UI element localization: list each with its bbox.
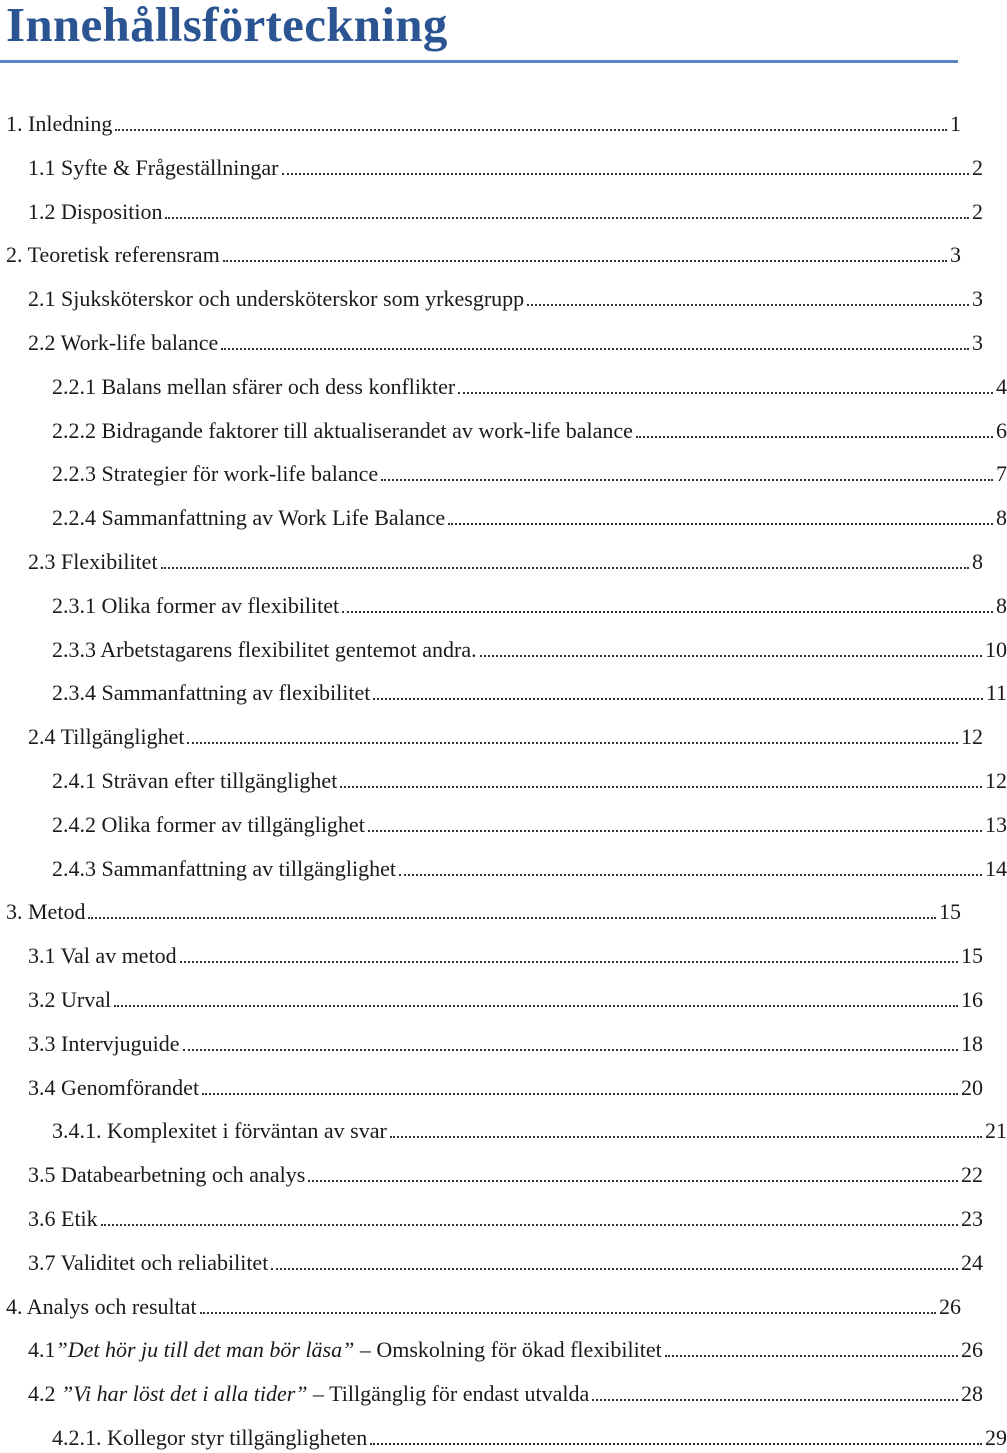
toc-entry-page-number: 28: [961, 1381, 983, 1407]
toc-entry-label-quote: ”Det hör ju till det man bör läsa”: [55, 1337, 355, 1363]
toc-entry-label: 2.2.4 Sammanfattning av Work Life Balance: [52, 505, 446, 531]
toc-entry-label: 2.2.3 Strategier för work-life balance: [52, 461, 379, 487]
toc-entry[interactable]: [0, 314, 983, 358]
toc-entry[interactable]: [0, 1146, 983, 1190]
toc-entry-label-prefix: 4.1: [28, 1337, 56, 1363]
dot-leader: [165, 217, 969, 219]
dot-leader: [665, 1355, 958, 1357]
toc-entry[interactable]: [0, 1059, 983, 1103]
toc-entry-page-number: 6: [996, 417, 1007, 443]
toc-entry-label-suffix: – Omskolning för ökad flexibilitet: [354, 1337, 662, 1363]
toc-entry-label: 2.1 Sjuksköterskor och undersköterskor som yrkesgrupp: [28, 286, 525, 312]
dot-leader: [200, 1312, 936, 1314]
toc-entry-label-suffix: – Tillgänglig för endast utvalda: [307, 1381, 590, 1407]
dot-leader: [115, 129, 947, 131]
toc-entry-page-number: 26: [961, 1337, 983, 1363]
toc-entry-page-number: 7: [996, 461, 1007, 487]
toc-entry[interactable]: [0, 445, 1007, 489]
toc-entry[interactable]: [0, 927, 983, 971]
dot-leader: [390, 1136, 982, 1138]
toc-entry[interactable]: [0, 533, 983, 577]
toc-entry-label: 3.2 Urval: [28, 987, 112, 1012]
toc-entry-label: 3.4.1. Komplexitet i förväntan av svar: [52, 1118, 387, 1144]
toc-entry[interactable]: [0, 796, 1007, 840]
toc-entry-page-number: 2: [972, 154, 983, 180]
toc-entry-label: 2.3.3 Arbetstagarens flexibilitet gentemot andra.: [52, 636, 477, 662]
toc-entry[interactable]: [0, 226, 961, 270]
toc-entry[interactable]: [0, 1409, 1007, 1453]
toc-heading: Innehållsförteckning: [6, 0, 448, 52]
toc-entry[interactable]: [0, 358, 1007, 402]
toc-entry-label: 3.1 Val av metod: [28, 943, 177, 969]
toc-entry-page-number: 21: [985, 1118, 1007, 1144]
dot-leader: [187, 742, 958, 744]
dot-leader: [373, 698, 982, 700]
dot-leader: [370, 1443, 982, 1445]
toc-entry-page-number: 26: [939, 1293, 961, 1319]
toc-entry-page-number: 15: [939, 899, 961, 925]
toc-entry-label: 3. Metod: [6, 899, 86, 925]
dot-leader: [448, 523, 993, 525]
dot-leader: [368, 830, 982, 832]
toc-entry-page-number: 23: [961, 1206, 983, 1231]
dot-leader: [101, 1224, 958, 1226]
toc-entry-label: 2.4 Tillgänglighet: [28, 724, 185, 750]
toc-entry-page-number: 22: [961, 1162, 983, 1188]
toc-entry-page-number: 8: [996, 592, 1007, 618]
toc-entry-label: 3.7 Validitet och reliabilitet: [28, 1249, 269, 1275]
toc-entry-page-number: 1: [950, 111, 961, 136]
toc-entry-page-number: 12: [985, 768, 1007, 793]
toc-entry-page-number: 2: [972, 198, 983, 224]
toc-entry[interactable]: [0, 270, 983, 314]
toc-entry-page-number: 8: [996, 505, 1007, 531]
toc-entry[interactable]: [0, 1015, 983, 1059]
dot-leader: [183, 1049, 958, 1051]
toc-entry-label: 2.2.1 Balans mellan sfärer och dess konflikter: [52, 373, 456, 399]
toc-entry-page-number: 16: [961, 987, 983, 1012]
toc-entry-label: 1.1 Syfte & Frågeställningar: [28, 154, 279, 180]
dot-leader: [88, 917, 936, 919]
toc-entry[interactable]: [0, 708, 983, 752]
toc-entry-label: 2.4.3 Sammanfattning av tillgänglighet: [52, 855, 396, 881]
toc-entry-page-number: 10: [985, 636, 1007, 662]
toc-entry[interactable]: [0, 1365, 983, 1409]
toc-entry-label: 1.2 Disposition: [28, 198, 163, 224]
toc-entry-page-number: 18: [961, 1030, 983, 1056]
toc-entry-page-number: 11: [985, 680, 1007, 706]
toc-entry[interactable]: [0, 752, 1007, 796]
toc-entry-label: 2.3.4 Sammanfattning av flexibilitet: [52, 680, 371, 706]
dot-leader: [342, 611, 993, 613]
toc-entry[interactable]: [0, 1321, 983, 1365]
toc-entry[interactable]: [0, 1190, 983, 1234]
toc-entry-label: 2.2.2 Bidragande faktorer till aktualiserandet av work-life balance: [52, 417, 633, 443]
toc-entry-label: 2.4.1 Strävan efter tillgänglighet: [52, 768, 338, 793]
toc-entry-page-number: 3: [972, 330, 983, 355]
dot-leader: [282, 173, 969, 175]
dot-leader: [480, 655, 982, 657]
toc-entry-label: 4. Analys och resultat: [6, 1293, 197, 1319]
toc-entry-page-number: 3: [950, 242, 961, 268]
heading-divider: [0, 60, 958, 63]
toc-entry-page-number: 14: [985, 855, 1007, 881]
toc-entry-label: 3.4 Genomförandet: [28, 1074, 200, 1100]
toc-entry-label: 4.2.1. Kollegor styr tillgängligheten: [52, 1425, 368, 1450]
toc-entry-page-number: 20: [961, 1074, 983, 1100]
toc-entry[interactable]: [0, 95, 961, 139]
toc-entry-label: 2.2 Work-life balance: [28, 330, 219, 355]
toc-entry-page-number: 15: [961, 943, 983, 969]
dot-leader: [458, 392, 993, 394]
dot-leader: [308, 1180, 958, 1182]
dot-leader: [161, 567, 969, 569]
toc-entry-label: 3.5 Databearbetning och analys: [28, 1162, 306, 1188]
toc-entry[interactable]: [0, 402, 1007, 446]
toc-entry[interactable]: [0, 489, 1007, 533]
toc-entry-page-number: 12: [961, 724, 983, 750]
dot-leader: [202, 1093, 958, 1095]
toc-entry[interactable]: [0, 1278, 961, 1322]
dot-leader: [592, 1399, 958, 1401]
toc-entry[interactable]: [0, 139, 983, 183]
toc-entry-label: 2.4.2 Olika former av tillgänglighet: [52, 811, 365, 837]
toc-entry-label: 2.3.1 Olika former av flexibilitet: [52, 592, 340, 618]
dot-leader: [180, 961, 958, 963]
toc-entry-label: 3.3 Intervjuguide: [28, 1030, 180, 1056]
toc-entry-page-number: 29: [985, 1425, 1007, 1450]
toc-entry-label: [28, 1335, 662, 1365]
dot-leader: [399, 874, 982, 876]
toc-entry[interactable]: [0, 577, 1007, 621]
toc-entry-label: 2. Teoretisk referensram: [6, 242, 220, 268]
toc-entry-page-number: 8: [972, 549, 983, 574]
toc-entry[interactable]: [0, 883, 961, 927]
toc-entry-label: 3.6 Etik: [28, 1206, 98, 1231]
toc-entry-label: [28, 1379, 589, 1409]
toc-entry[interactable]: [0, 183, 983, 227]
dot-leader: [114, 1005, 958, 1007]
toc-entry-label-quote: ”Vi har löst det i alla tider”: [61, 1381, 308, 1407]
toc-entry[interactable]: [0, 971, 983, 1015]
toc-entry-page-number: 4: [996, 373, 1007, 399]
toc-entry[interactable]: [0, 664, 1007, 708]
dot-leader: [527, 304, 969, 306]
dot-leader: [271, 1268, 958, 1270]
dot-leader: [221, 348, 969, 350]
dot-leader: [381, 479, 993, 481]
dot-leader: [223, 260, 947, 262]
toc-entry[interactable]: [0, 621, 1007, 665]
toc-entry-page-number: 24: [961, 1249, 983, 1275]
dot-leader: [340, 786, 982, 788]
toc-entry-label: 1. Inledning: [6, 111, 113, 136]
toc-entry[interactable]: [0, 840, 1007, 884]
toc-entry-page-number: 3: [972, 286, 983, 312]
dot-leader: [636, 436, 993, 438]
toc-entry[interactable]: [0, 1102, 1007, 1146]
toc-entry-label: 2.3 Flexibilitet: [28, 549, 158, 574]
toc-entry[interactable]: [0, 1234, 983, 1278]
toc-entry-label-prefix: 4.2: [28, 1381, 61, 1407]
toc-entry-page-number: 13: [985, 811, 1007, 837]
